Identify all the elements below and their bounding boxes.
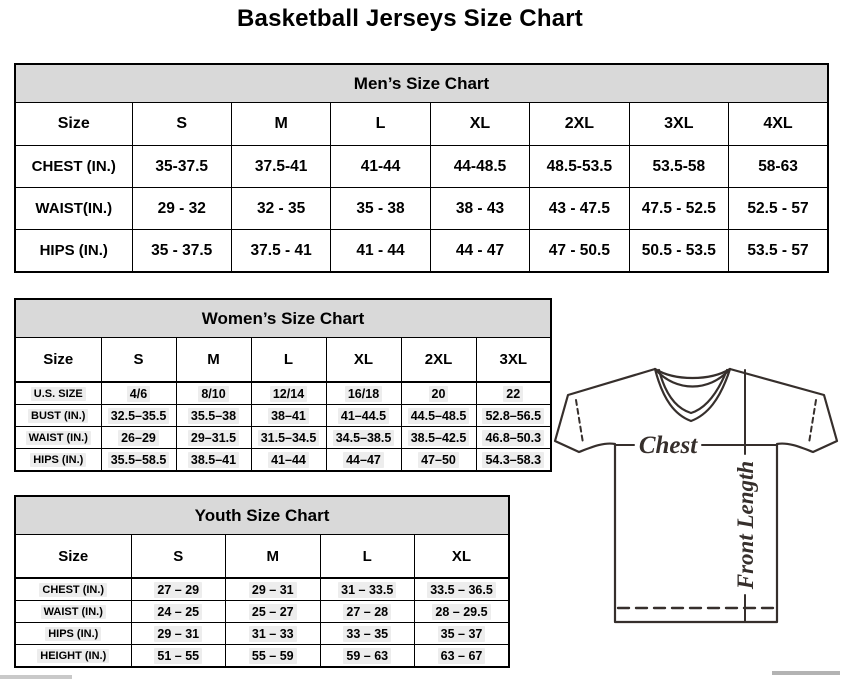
womens-cell: 12/14 <box>251 382 326 405</box>
mens-cell: 44-48.5 <box>430 146 529 188</box>
youth-cell: 25 – 27 <box>226 601 321 623</box>
scrollbar-fragment-right <box>772 671 840 675</box>
mens-cell: 37.5 - 41 <box>231 230 330 273</box>
womens-cell: 32.5–35.5 <box>101 405 176 427</box>
mens-table-row <box>15 188 828 230</box>
youth-cell: 31 – 33.5 <box>320 578 415 601</box>
womens-cell: 22 <box>476 382 551 405</box>
youth-cell: 51 – 55 <box>131 645 226 668</box>
youth-table-row <box>15 578 509 601</box>
mens-cell: 37.5-41 <box>231 146 330 188</box>
mens-column-header: M <box>231 103 330 146</box>
youth-table-row <box>15 623 509 645</box>
womens-column-header: L <box>251 338 326 383</box>
mens-cell: 43 - 47.5 <box>530 188 629 230</box>
womens-row-label: BUST (IN.) <box>15 405 101 427</box>
womens-table-row <box>15 405 551 427</box>
womens-row-label: WAIST (IN.) <box>15 427 101 449</box>
youth-table-row <box>15 601 509 623</box>
front-length-label: Front Length <box>733 460 758 590</box>
mens-column-header: 4XL <box>729 103 828 146</box>
mens-column-header: XL <box>430 103 529 146</box>
youth-cell: 27 – 28 <box>320 601 415 623</box>
jersey-measurement-diagram <box>550 355 843 635</box>
womens-table-row <box>15 382 551 405</box>
page-title: Basketball Jerseys Size Chart <box>237 5 583 32</box>
womens-row-label: U.S. SIZE <box>15 382 101 405</box>
youth-cell: 31 – 33 <box>226 623 321 645</box>
mens-table-row <box>15 146 828 188</box>
womens-cell: 41–44 <box>251 449 326 472</box>
womens-cell: 41–44.5 <box>326 405 401 427</box>
mens-cell: 35 - 38 <box>331 188 430 230</box>
womens-row-label: HIPS (IN.) <box>15 449 101 472</box>
youth-row-label: CHEST (IN.) <box>15 578 131 601</box>
womens-cell: 46.8–50.3 <box>476 427 551 449</box>
youth-column-header: M <box>226 535 321 579</box>
mens-size-chart-table <box>14 63 829 273</box>
womens-cell: 4/6 <box>101 382 176 405</box>
womens-cell: 52.8–56.5 <box>476 405 551 427</box>
youth-table-row <box>15 645 509 668</box>
womens-cell: 20 <box>401 382 476 405</box>
womens-cell: 44.5–48.5 <box>401 405 476 427</box>
womens-cell: 38.5–42.5 <box>401 427 476 449</box>
womens-cell: 8/10 <box>176 382 251 405</box>
youth-cell: 55 – 59 <box>226 645 321 668</box>
womens-table-row <box>15 427 551 449</box>
womens-column-header: M <box>176 338 251 383</box>
scrollbar-fragment-left <box>0 675 72 679</box>
mens-cell: 32 - 35 <box>231 188 330 230</box>
womens-cell: 34.5–38.5 <box>326 427 401 449</box>
mens-cell: 47.5 - 52.5 <box>629 188 728 230</box>
youth-cell: 27 – 29 <box>131 578 226 601</box>
womens-column-header: 3XL <box>476 338 551 383</box>
youth-cell: 33 – 35 <box>320 623 415 645</box>
mens-column-header: 3XL <box>629 103 728 146</box>
womens-column-header: Size <box>15 338 101 383</box>
womens-cell: 54.3–58.3 <box>476 449 551 472</box>
womens-column-header: S <box>101 338 176 383</box>
mens-cell: 29 - 32 <box>132 188 231 230</box>
mens-cell: 38 - 43 <box>430 188 529 230</box>
mens-header-row <box>15 103 828 146</box>
womens-cell: 31.5–34.5 <box>251 427 326 449</box>
youth-size-chart-table <box>14 495 510 668</box>
youth-cell: 28 – 29.5 <box>415 601 510 623</box>
mens-row-label: WAIST(IN.) <box>15 188 132 230</box>
youth-column-header: L <box>320 535 415 579</box>
womens-cell: 29–31.5 <box>176 427 251 449</box>
youth-row-label: HIPS (IN.) <box>15 623 131 645</box>
mens-column-header: 2XL <box>530 103 629 146</box>
mens-cell: 50.5 - 53.5 <box>629 230 728 273</box>
mens-column-header: S <box>132 103 231 146</box>
chest-label: Chest <box>638 432 698 459</box>
womens-column-header: XL <box>326 338 401 383</box>
youth-cell: 29 – 31 <box>226 578 321 601</box>
mens-cell: 48.5-53.5 <box>530 146 629 188</box>
womens-cell: 38.5–41 <box>176 449 251 472</box>
mens-cell: 47 - 50.5 <box>530 230 629 273</box>
womens-header-row <box>15 338 551 383</box>
womens-cell: 26–29 <box>101 427 176 449</box>
youth-cell: 29 – 31 <box>131 623 226 645</box>
womens-table-row <box>15 449 551 472</box>
youth-cell: 59 – 63 <box>320 645 415 668</box>
youth-cell: 35 – 37 <box>415 623 510 645</box>
youth-cell: 24 – 25 <box>131 601 226 623</box>
womens-column-header: 2XL <box>401 338 476 383</box>
youth-row-label: HEIGHT (IN.) <box>15 645 131 668</box>
womens-cell: 16/18 <box>326 382 401 405</box>
womens-cell: 44–47 <box>326 449 401 472</box>
mens-cell: 58-63 <box>729 146 828 188</box>
womens-cell: 38–41 <box>251 405 326 427</box>
youth-cell: 33.5 – 36.5 <box>415 578 510 601</box>
youth-column-header: XL <box>415 535 510 579</box>
womens-cell: 35.5–38 <box>176 405 251 427</box>
mens-cell: 53.5-58 <box>629 146 728 188</box>
mens-cell: 52.5 - 57 <box>729 188 828 230</box>
youth-column-header: S <box>131 535 226 579</box>
womens-table-title: Women’s Size Chart <box>15 299 551 338</box>
mens-row-label: CHEST (IN.) <box>15 146 132 188</box>
youth-cell: 63 – 67 <box>415 645 510 668</box>
mens-cell: 53.5 - 57 <box>729 230 828 273</box>
mens-row-label: HIPS (IN.) <box>15 230 132 273</box>
mens-table-row <box>15 230 828 273</box>
womens-cell: 47–50 <box>401 449 476 472</box>
mens-cell: 35 - 37.5 <box>132 230 231 273</box>
mens-cell: 44 - 47 <box>430 230 529 273</box>
womens-cell: 35.5–58.5 <box>101 449 176 472</box>
youth-row-label: WAIST (IN.) <box>15 601 131 623</box>
youth-column-header: Size <box>15 535 131 579</box>
mens-table-title: Men’s Size Chart <box>15 64 828 103</box>
mens-column-header: L <box>331 103 430 146</box>
jersey-outline <box>555 369 837 622</box>
mens-cell: 41 - 44 <box>331 230 430 273</box>
youth-header-row <box>15 535 509 579</box>
mens-cell: 35-37.5 <box>132 146 231 188</box>
womens-size-chart-table <box>14 298 552 472</box>
mens-column-header: Size <box>15 103 132 146</box>
youth-table-title: Youth Size Chart <box>15 496 509 535</box>
mens-cell: 41-44 <box>331 146 430 188</box>
